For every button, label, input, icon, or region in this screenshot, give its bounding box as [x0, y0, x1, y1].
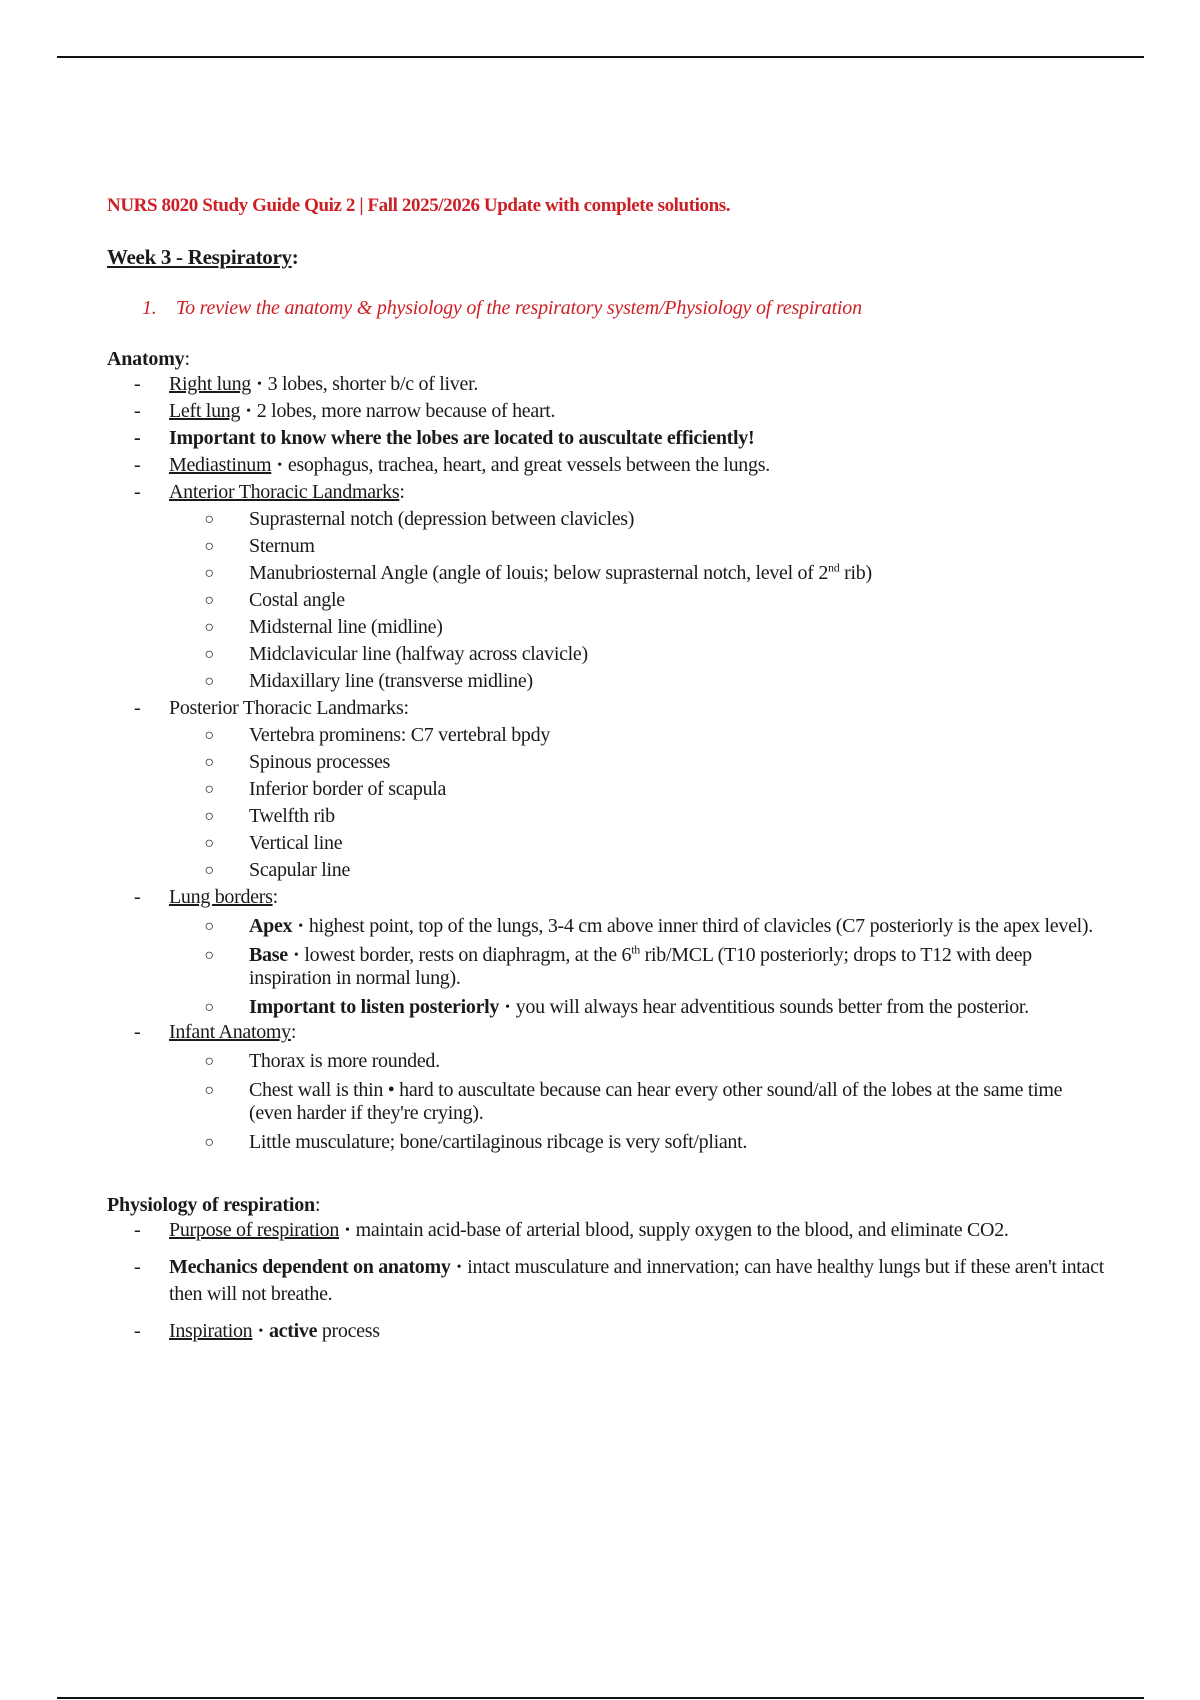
circle-bullet-icon: ○: [204, 511, 214, 528]
bullet-separator: •: [345, 1223, 350, 1238]
circle-bullet-icon: ○: [204, 1053, 214, 1070]
left-lung-desc: 2 lobes, more narrow because of heart.: [256, 400, 556, 422]
base-desc-end: rib/MCL (T10 posteriorly; drops to T12 with deep inspiration in normal lung).: [249, 944, 1032, 989]
week-heading: [107, 245, 1107, 270]
manubrio-text-end: rib): [839, 562, 872, 584]
inspiration-bold: active: [268, 1320, 318, 1342]
sublist-text: Twelfth rib: [249, 805, 335, 827]
lung-borders-colon: :: [272, 886, 278, 908]
sublist-text: Costal angle: [249, 589, 345, 611]
week-title: Week 3 - Respiratory: [107, 245, 292, 269]
bullet-separator: •: [298, 919, 303, 934]
bullet-separator: •: [277, 458, 282, 473]
mechanics-desc: intact musculature and innervation; can have healthy lungs but if these aren't intact then will not breathe.: [169, 1256, 1104, 1305]
mechanics-term: Mechanics dependent on anatomy: [169, 1256, 451, 1278]
list-item-inspiration: [107, 1318, 1107, 1345]
posterior-term: Posterior Thoracic Landmarks:: [169, 697, 409, 719]
sublist-item: [169, 1050, 1107, 1073]
sublist-item-listen: [169, 996, 1107, 1019]
apex-term: Apex: [249, 915, 293, 937]
week-colon: :: [291, 245, 299, 269]
sublist-item-apex: [169, 915, 1107, 938]
list-item-anterior-landmarks: [107, 479, 1107, 695]
infant-colon: :: [290, 1021, 297, 1043]
manubrio-sup: nd: [828, 560, 840, 575]
list-item-posterior-landmarks: [107, 695, 1107, 884]
bottom-rule: [57, 1697, 1144, 1699]
sublist-text: Vertical line: [249, 832, 343, 854]
manubrio-text: Manubriosternal Angle (angle of louis; below suprasternal notch, level of 2: [249, 562, 829, 584]
lung-borders-term: Lung borders: [169, 886, 273, 908]
sublist-item: [169, 776, 1107, 803]
right-lung-desc: 3 lobes, shorter b/c of liver.: [267, 373, 479, 395]
bullet-separator: •: [257, 377, 262, 392]
circle-bullet-icon: ○: [204, 673, 214, 690]
circle-bullet-icon: ○: [204, 592, 214, 609]
circle-bullet-icon: ○: [204, 754, 214, 771]
list-item-purpose: [107, 1217, 1107, 1244]
inspiration-term: Inspiration: [169, 1320, 253, 1342]
posterior-sublist: [169, 722, 1107, 884]
physiology-colon: :: [314, 1194, 321, 1216]
infant-term: Infant Anatomy: [169, 1021, 291, 1043]
anterior-colon: :: [399, 481, 405, 503]
physiology-heading: [107, 1194, 1107, 1217]
right-lung-term: Right lung: [169, 373, 252, 395]
list-item-mechanics: [107, 1254, 1107, 1308]
bullet-separator: •: [505, 1000, 510, 1015]
mediastinum-desc: esophagus, trachea, heart, and great vessels between the lungs.: [287, 454, 770, 476]
anatomy-colon: :: [184, 348, 190, 370]
sublist-text: Vertebra prominens: C7 vertebral bpdy: [249, 724, 551, 746]
sublist-text: Sternum: [249, 535, 315, 557]
sublist-text: Midsternal line (midline): [249, 616, 443, 638]
base-term: Base: [249, 944, 288, 966]
sublist-text: Scapular line: [249, 859, 351, 881]
sublist-item: [169, 533, 1107, 560]
base-sup: th: [631, 942, 640, 957]
sublist-item-base: [169, 944, 1107, 990]
document-page: [107, 195, 1107, 1355]
anatomy-heading-text: Anatomy: [107, 348, 185, 370]
top-rule: [57, 56, 1144, 58]
listen-term: Important to listen posteriorly: [249, 996, 500, 1018]
sublist-text: Chest wall is thin • hard to auscultate because can hear every other sound/all of the lobes at the same time (even harder if they're crying).: [249, 1079, 1063, 1124]
sublist-item: [169, 722, 1107, 749]
circle-bullet-icon: ○: [204, 918, 214, 935]
physiology-heading-text: Physiology of respiration: [107, 1194, 315, 1216]
sublist-text: Spinous processes: [249, 751, 391, 773]
lung-borders-sublist: [169, 915, 1107, 1019]
base-desc: lowest border, rests on diaphragm, at the 6: [304, 944, 632, 966]
sublist-text: Inferior border of scapula: [249, 778, 447, 800]
bullet-separator: •: [456, 1260, 462, 1275]
sublist-text: Midaxillary line (transverse midline): [249, 670, 533, 692]
list-item-right-lung: [107, 371, 1107, 398]
circle-bullet-icon: ○: [204, 947, 214, 964]
sublist-item: [169, 803, 1107, 830]
listen-desc: you will always hear adventitious sounds better from the posterior.: [515, 996, 1029, 1018]
list-item-lung-borders: [107, 884, 1107, 1019]
physiology-list: [107, 1217, 1107, 1345]
circle-bullet-icon: ○: [204, 999, 214, 1016]
sublist-item: [169, 614, 1107, 641]
sublist-text: Suprasternal notch (depression between clavicles): [249, 508, 635, 530]
sublist-text: Little musculature; bone/cartilaginous ribcage is very soft/pliant.: [249, 1131, 748, 1153]
objective-text: To review the anatomy & physiology of the respiratory system/Physiology of respiration: [176, 297, 862, 319]
left-lung-term: Left lung: [169, 400, 241, 422]
sublist-item: [169, 506, 1107, 533]
list-item-left-lung: [107, 398, 1107, 425]
circle-bullet-icon: ○: [204, 646, 214, 663]
circle-bullet-icon: ○: [204, 727, 214, 744]
mediastinum-term: Mediastinum: [169, 454, 272, 476]
anatomy-heading: [107, 348, 1107, 371]
circle-bullet-icon: ○: [204, 835, 214, 852]
sublist-item: [169, 641, 1107, 668]
circle-bullet-icon: ○: [204, 862, 214, 879]
circle-bullet-icon: ○: [204, 808, 214, 825]
bullet-separator: •: [258, 1324, 263, 1339]
sublist-item: [169, 1079, 1107, 1125]
objective-number: 1.: [142, 297, 157, 319]
purpose-term: Purpose of respiration: [169, 1219, 340, 1241]
sublist-text: Thorax is more rounded.: [249, 1050, 440, 1072]
anterior-term: Anterior Thoracic Landmarks: [169, 481, 400, 503]
sublist-item: [169, 560, 1107, 587]
circle-bullet-icon: ○: [204, 1082, 214, 1099]
sublist-item: [169, 587, 1107, 614]
circle-bullet-icon: ○: [204, 538, 214, 555]
list-item-mediastinum: [107, 452, 1107, 479]
circle-bullet-icon: ○: [204, 781, 214, 798]
bullet-separator: •: [246, 404, 251, 419]
sublist-item: [169, 857, 1107, 884]
purpose-desc: maintain acid-base of arterial blood, supply oxygen to the blood, and eliminate CO2.: [355, 1219, 1009, 1241]
objective-1: [142, 297, 1107, 320]
sublist-text: Midclavicular line (halfway across clavicle): [249, 643, 588, 665]
sublist-item: [169, 749, 1107, 776]
list-item-important: - Important to know where the lobes are located to auscultate efficiently!: [107, 425, 1107, 452]
inspiration-desc: process: [317, 1320, 380, 1342]
infant-sublist: [169, 1050, 1107, 1154]
list-item-infant-anatomy: [107, 1019, 1107, 1154]
circle-bullet-icon: ○: [204, 1134, 214, 1151]
circle-bullet-icon: ○: [204, 619, 214, 636]
anterior-sublist: [169, 506, 1107, 695]
circle-bullet-icon: ○: [204, 565, 214, 582]
sublist-item: [169, 1131, 1107, 1154]
document-title: NURS 8020 Study Guide Quiz 2 | Fall 2025/2026 Update with complete solutions.: [107, 195, 731, 216]
apex-desc: highest point, top of the lungs, 3-4 cm above inner third of clavicles (C7 posteriorly is the apex level).: [308, 915, 1093, 937]
sublist-item: [169, 830, 1107, 857]
anatomy-list: [107, 371, 1107, 1154]
sublist-item: [169, 668, 1107, 695]
bullet-separator: •: [293, 948, 299, 963]
